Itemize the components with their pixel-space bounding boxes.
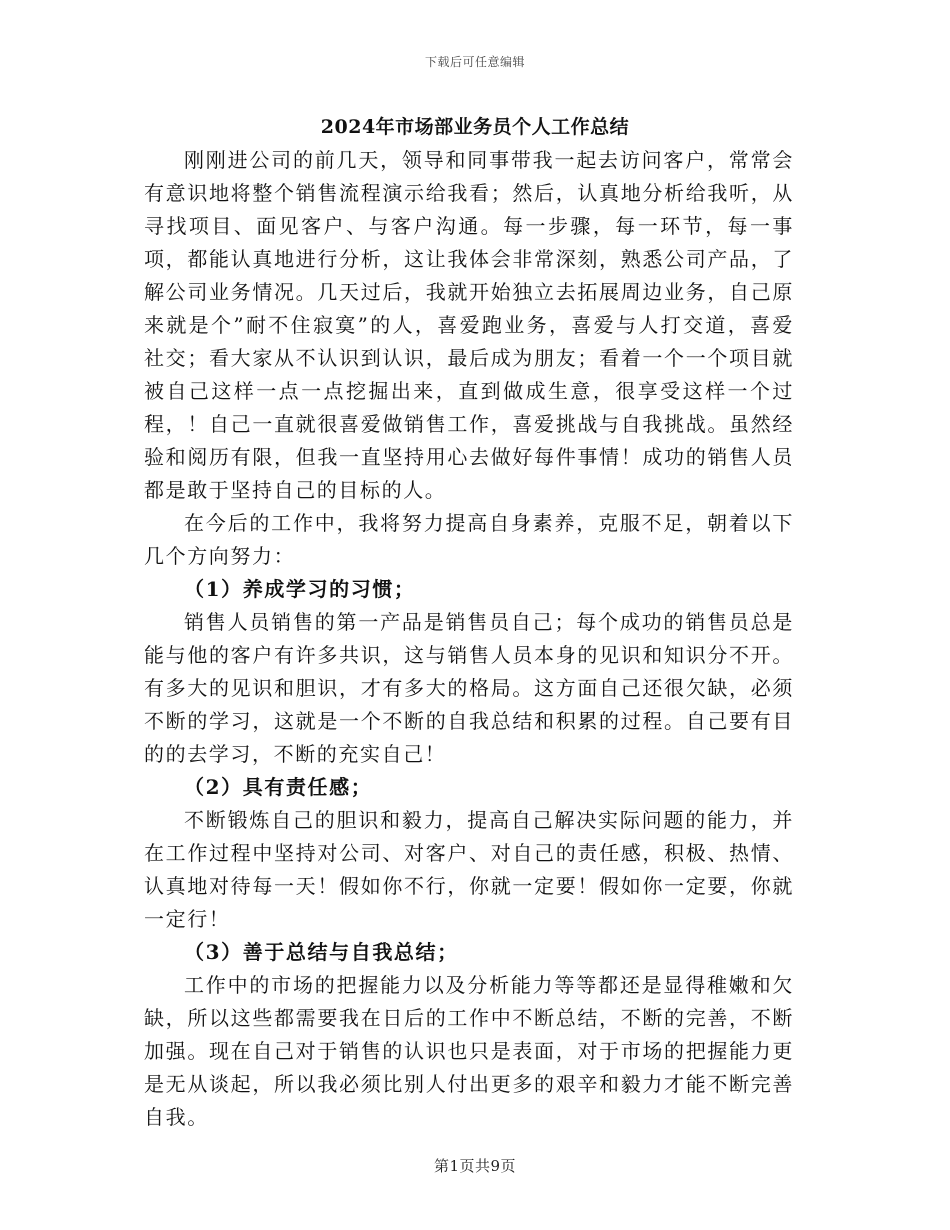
paragraph-intro: 刚刚进公司的前几天，领导和同事带我一起去访问客户，常常会有意识地将整个销售流程演示给我看；然后，认真地分析给我听，从寻找项目、面见客户、与客户沟通。每一步骤，每一环节，每一事项，都能认真地进行分析，这让我体会非常深刻，熟悉公司产品，了解公司业务情况。几天过后，我就开始独立去拓展周边业务，自己原来就是个”耐不住寂寞”的人，喜爱跑业务，喜爱与人打交道，喜爱社交；看大家从不认识到认识，最后成为朋友；看着一个一个项目就被自己这样一点一点挖掘出来，直到做成生意，很享受这样一个过程，！自己一直就很喜爱做销售工作，喜爱挑战与自我挑战。虽然经验和阅历有限，但我一直坚持用心去做好每件事情！成功的销售人员都是敢于坚持自己的目标的人。: [144, 148, 794, 502]
section-heading-1: （1）养成学习的习惯；: [184, 577, 416, 601]
paragraph-section-3: 工作中的市场的把握能力以及分析能力等等都还是显得稚嫩和欠缺，所以这些都需要我在日后的工作中不断总结，不断的完善，不断加强。现在自己对于销售的认识也只是表面，对于市场的把握能力更是无从谈起，所以我必须比别人付出更多的艰辛和毅力才能不断完善自我。: [144, 973, 794, 1129]
section-heading-3: （3）善于总结与自我总结；: [184, 940, 459, 964]
paragraph-section-2: 不断锻炼自己的胆识和毅力，提高自己解决实际问题的能力，并在工作过程中坚持对公司、对客户、对自己的责任感，积极、热情、认真地对待每一天！假如你不行，你就一定要！假如你一定要，你就一定行！: [144, 808, 794, 931]
section-heading-2: （2）具有责任感；: [184, 775, 373, 799]
page-header-note: 下载后可任意编辑: [424, 55, 525, 69]
document-body: [144, 144, 794, 1134]
page-number: 第1页共9页: [433, 1157, 517, 1175]
paragraph-plan: 在今后的工作中，我将努力提高自身素养，克服不足，朝着以下几个方向努力：: [144, 511, 794, 568]
document-title: 2024年市场部业务员个人工作总结: [320, 116, 630, 138]
paragraph-section-1: 销售人员销售的第一产品是销售员自己；每个成功的销售员总是能与他的客户有许多共识，这与销售人员本身的见识和知识分不开。有多大的见识和胆识，才有多大的格局。这方面自己还很欠缺，必须不断的学习，这就是一个不断的自我总结和积累的过程。自己要有目的的去学习，不断的充实自己！: [144, 610, 794, 766]
